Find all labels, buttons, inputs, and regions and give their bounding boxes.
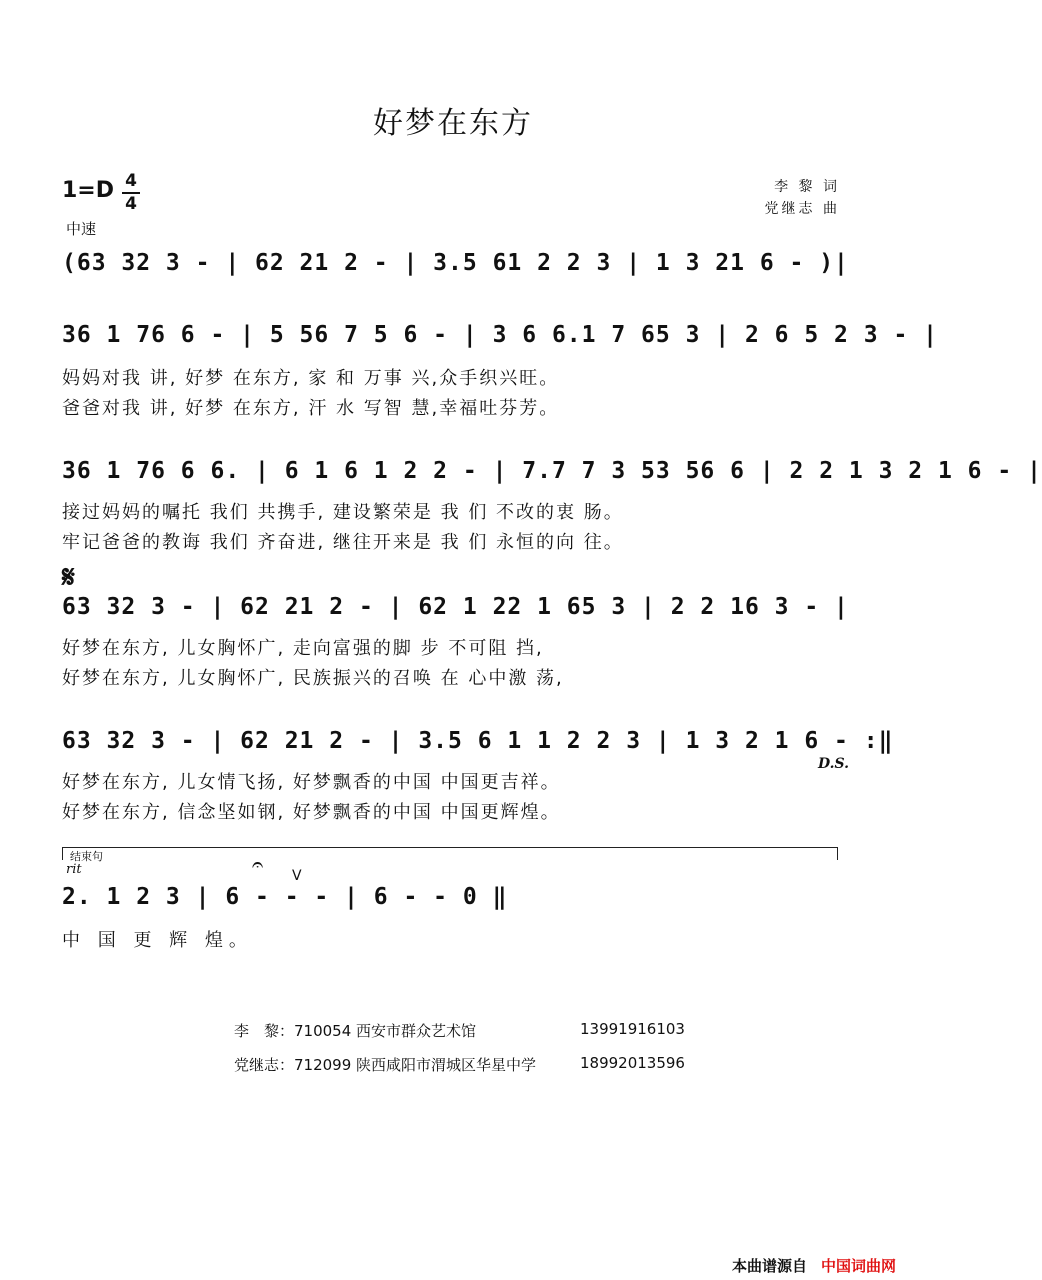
rit-marking: rit xyxy=(66,862,82,877)
ending-bracket xyxy=(62,847,838,860)
lyric-verse-2: 好梦在东方, 信念坚如钢, 好梦飘香的中国 中国更辉煌。 xyxy=(62,802,561,823)
contact-composer xyxy=(234,1054,685,1075)
song-title: 好梦在东方 xyxy=(373,106,533,141)
footer-brand-link[interactable]: 中国词曲网 xyxy=(820,1257,896,1275)
lyric-verse-1: 接过妈妈的嘱托 我们 共携手, 建设繁荣是 我 们 不改的衷 肠。 xyxy=(62,502,624,523)
ds-marking: D.S. xyxy=(818,756,850,772)
lyric-ending: 中 国 更 辉 煌。 xyxy=(62,930,253,951)
tempo-marking: 中速 xyxy=(66,220,97,238)
breath-mark: V xyxy=(292,868,302,884)
segno-sign: 𝄋 xyxy=(62,560,75,595)
notation-row-3: 36 1 76 6 6. | 6 1 6 1 2 2 - | 7.7 7 3 53 56 6 | 2 2 1 3 2 1 6 - | xyxy=(62,458,1042,484)
lyric-verse-2: 牢记爸爸的教诲 我们 齐奋进, 继往开来是 我 们 永恒的向 往。 xyxy=(62,532,624,553)
lyric-verse-1: 好梦在东方, 儿女情飞扬, 好梦飘香的中国 中国更吉祥。 xyxy=(62,772,561,793)
contact-phone: 18992013596 xyxy=(580,1054,685,1072)
lyric-verse-2: 爸爸对我 讲, 好梦 在东方, 汗 水 写智 慧,幸福吐芬芳。 xyxy=(62,398,560,419)
notation-row-4: 63 32 3 - | 62 21 2 - | 62 1 22 1 65 3 | 2 2 16 3 - | xyxy=(62,594,849,620)
time-signature-bottom: 4 xyxy=(125,194,137,214)
contact-phone: 13991916103 xyxy=(580,1020,685,1038)
contact-address: 李 黎：710054 西安市群众艺术馆 xyxy=(234,1022,477,1040)
fermata-icon: 𝄐 xyxy=(252,852,264,876)
time-signature xyxy=(122,172,140,214)
time-signature-top: 4 xyxy=(125,171,137,191)
footer-source: 本曲谱源自 xyxy=(731,1257,807,1275)
notation-row-1: (63 32 3 - | 62 21 2 - | 3.5 61 2 2 3 | 1 3 21 6 - )| xyxy=(62,250,849,276)
key-signature: 1=D xyxy=(62,178,115,203)
ending-label: 结束句 xyxy=(70,850,103,863)
lyric-verse-1: 妈妈对我 讲, 好梦 在东方, 家 和 万事 兴,众手织兴旺。 xyxy=(62,368,560,389)
notation-row-ending: 2. 1 2 3 | 6 - - - | 6 - - 0 ‖ xyxy=(62,884,508,910)
lyricist-credit: 李 黎 词 xyxy=(774,179,840,195)
lyric-verse-1: 好梦在东方, 儿女胸怀广, 走向富强的脚 步 不可阻 挡, xyxy=(62,638,544,659)
source-footer xyxy=(732,1255,896,1276)
contact-address: 党继志：712099 陕西咸阳市渭城区华星中学 xyxy=(234,1056,537,1074)
contact-lyricist xyxy=(234,1020,685,1041)
lyric-verse-2: 好梦在东方, 儿女胸怀广, 民族振兴的召唤 在 心中激 荡, xyxy=(62,668,564,689)
notation-row-5: 63 32 3 - | 62 21 2 - | 3.5 6 1 1 2 2 3 | 1 3 2 1 6 - :‖ xyxy=(62,728,894,754)
notation-row-2: 36 1 76 6 - | 5 56 7 5 6 - | 3 6 6.1 7 65 3 | 2 6 5 2 3 - | xyxy=(62,322,938,348)
composer-credit: 党继志 曲 xyxy=(764,201,840,217)
